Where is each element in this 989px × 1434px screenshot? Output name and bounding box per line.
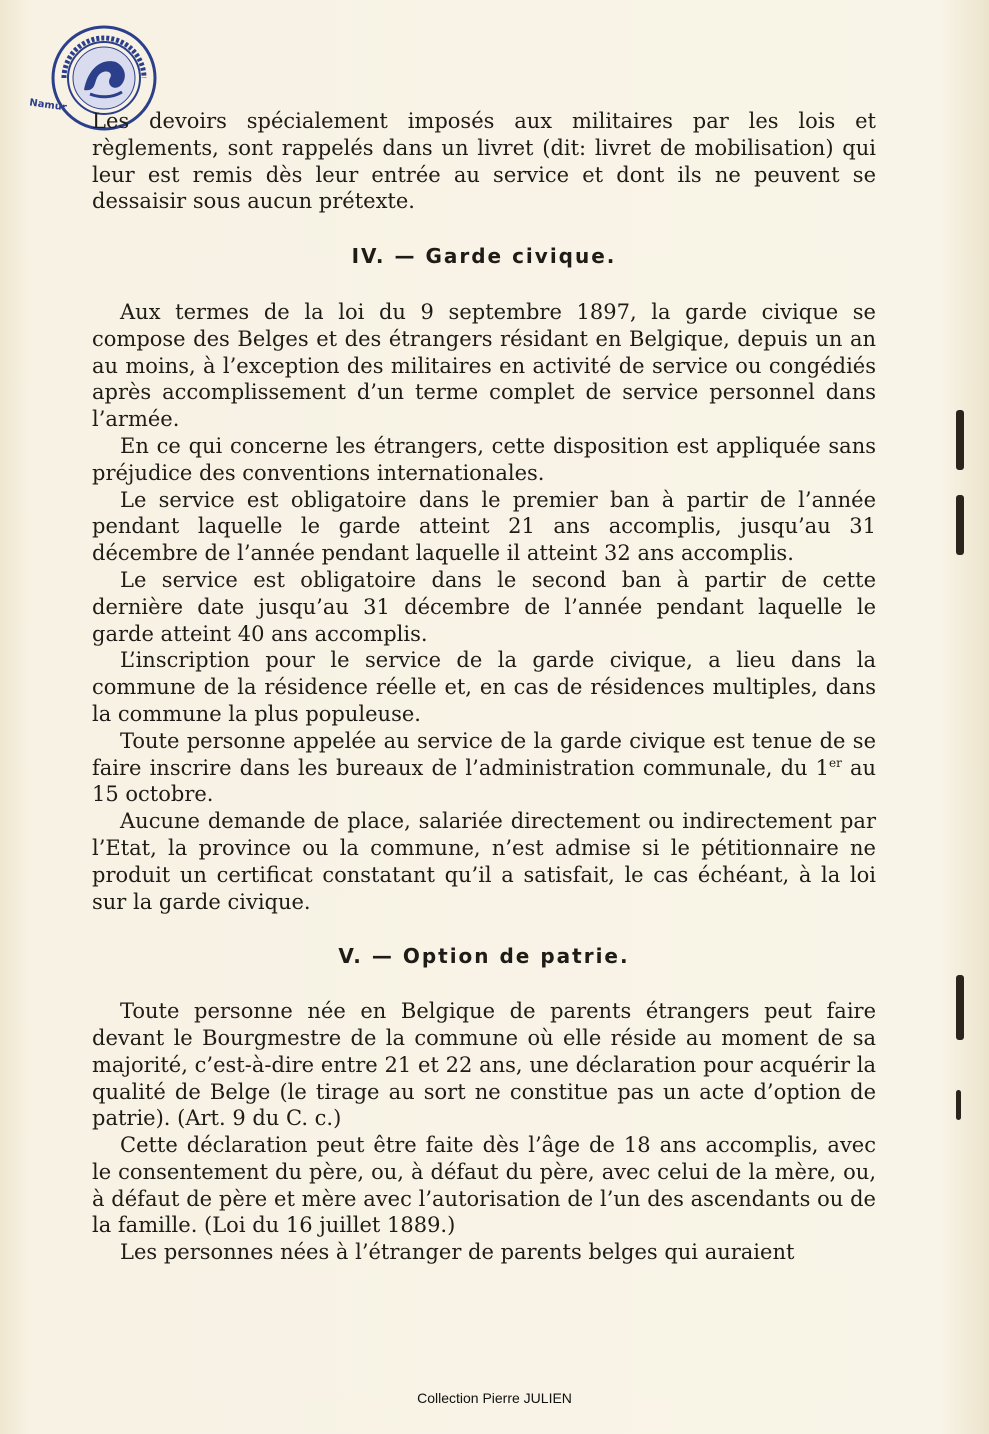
p6-superscript: er [829,755,842,770]
binding-mark-4 [956,1090,961,1120]
section-v-paragraph-3: Les personnes nées à l’étranger de parents belges qui auraient [120,1240,795,1265]
section-v-paragraph-2: Cette déclaration peut être faite dès l’âge de 18 ans accomplis, avec le consentement du père, ou, à défaut du père, avec celui de la mère, ou, à défaut de père et mère avec l’autorisation de l’un des ascendants ou de la famille. (Loi du 16 juillet 1889.) [92,1133,876,1238]
section-v-heading: V. — Option de patrie. [338,944,630,969]
p6-text-before: Toute personne appelée au service de la garde civique est tenue de se faire inscrire dans les bureaux de l’administration communale, du 1 [92,728,876,780]
binding-mark-2 [956,495,964,555]
collection-footer: Collection Pierre JULIEN [417,1390,572,1406]
section-iv-paragraph-1: Aux termes de la loi du 9 septembre 1897, la garde civique se compose des Belges et des étrangers résidant en Belgique, depuis un an au moins, à l’exception des militaires en activité de service ou congédiés après accomplissement d’un terme complet de service personnel dans l’armée. [92,299,876,432]
section-iv-paragraph-3: Le service est obligatoire dans le premier ban à partir de l’année pendant laquelle le garde atteint 21 ans accomplis, jusqu’au 31 décembre de l’année pendant laquelle il atteint 32 ans accomplis. [92,487,876,566]
document-body [92,108,876,1266]
p6-text-after: au 15 octobre. [92,755,876,807]
section-v-paragraph-1: Toute personne née en Belgique de parents étrangers peut faire devant le Bourgmestre de la commune où elle réside au moment de sa majorité, c’est-à-dire entre 21 et 22 ans, une déclaration pour acquérir la qualité de Belge (le tirage au sort ne constitue pas un acte d’option de patrie). (Art. 9 du C. c.) [92,999,876,1131]
section-iv-paragraph-4: Le service est obligatoire dans le second ban à partir de cette dernière date jusqu’au 31 décembre de l’année pendant laquelle le garde atteint 40 ans accomplis. [92,567,876,646]
section-iv-paragraph-5: L’inscription pour le service de la garde civique, a lieu dans la commune de la résidence réelle et, en cas de résidences multiples, dans la commune la plus populeuse. [92,648,876,726]
stamp-label: Namur [28,97,68,114]
section-iv-heading: IV. — Garde civique. [351,244,617,269]
binding-mark-1 [956,410,964,470]
section-iv-paragraph-6 [92,728,876,808]
section-iv-paragraph-7: Aucune demande de place, salariée directement ou indirectement par l’Etat, la province ou la commune, n’est admise si le pétitionnaire ne produit un certificat constatant qu’il a satisfait, le cas échéant, à la loi sur la garde civique. [92,809,876,914]
intro-paragraph: Les devoirs spécialement imposés aux militaires par les lois et règlements, sont rappelés dans un livret (dit: livret de mobilisation) qui leur est remis dès leur entrée au service et dont ils ne peuvent se dessaisir sous aucun prétexte. [92,109,876,214]
section-iv-paragraph-2: En ce qui concerne les étrangers, cette disposition est appliquée sans préjudice des conventions internationales. [92,433,876,485]
binding-mark-3 [956,975,964,1040]
